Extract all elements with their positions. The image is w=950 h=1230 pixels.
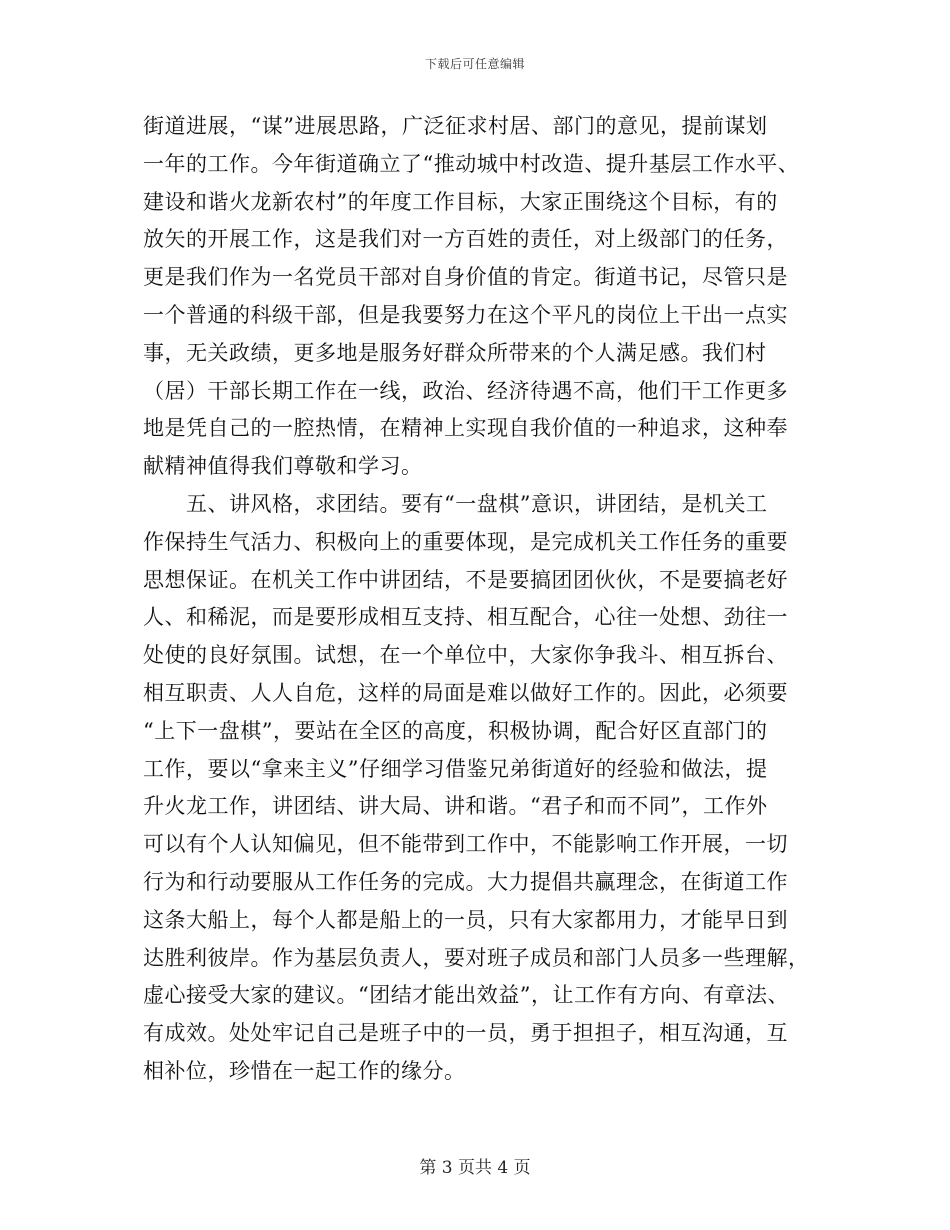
text-line: 相互职责、人人自危，这样的局面是难以做好工作的。因此，必须要 — [143, 680, 788, 705]
text-line: 有成效。处处牢记自己是班子中的一员，勇于担担子，相互沟通，互 — [143, 1021, 788, 1046]
document-body — [143, 108, 823, 1091]
text-line: 一个普通的科级干部，但是我要努力在这个平凡的岗位上干出一点实 — [143, 302, 788, 327]
text-line: 处使的良好氛围。试想，在一个单位中，大家你争我斗、相互拆台、 — [143, 643, 788, 668]
paragraph-start-line: 五、讲风格，求团结。要有“一盘棋”意识，讲团结，是机关工 — [143, 491, 768, 516]
text-line: 放矢的开展工作，这是我们对一方百姓的责任，对上级部门的任务， — [143, 227, 788, 252]
text-line: 地是凭自己的一腔热情，在精神上实现自我价值的一种追求，这种奉 — [143, 416, 788, 441]
page-number: 第 3 页共 4 页 — [419, 1158, 531, 1178]
text-line: 升火龙工作，讲团结、讲大局、讲和谐。“君子和而不同”，工作外 — [143, 794, 768, 819]
text-line: 虚心接受大家的建议。“团结才能出效益”，让工作有方向、有章法、 — [143, 983, 789, 1008]
text-line: 工作，要以“拿来主义”仔细学习借鉴兄弟街道好的经验和做法，提 — [143, 756, 768, 781]
text-line: 更是我们作为一名党员干部对自身价值的肯定。街道书记，尽管只是 — [143, 265, 788, 290]
text-line: 一年的工作。今年街道确立了“推动城中村改造、提升基层工作水平、 — [143, 151, 800, 176]
text-line: 这条大船上，每个人都是船上的一员，只有大家都用力，才能早日到 — [143, 907, 788, 932]
text-line: 建设和谐火龙新农村”的年度工作目标，大家正围绕这个目标，有的 — [143, 189, 778, 214]
text-line: 相补位，珍惜在一起工作的缘分。 — [143, 1058, 466, 1083]
text-line: 献精神值得我们尊敬和学习。 — [143, 454, 423, 479]
text-line: 行为和行动要服从工作任务的完成。大力提倡共赢理念，在街道工作 — [143, 869, 788, 894]
text-line: 可以有个人认知偏见，但不能带到工作中，不能影响工作开展，一切 — [143, 832, 788, 857]
text-line: 事，无关政绩，更多地是服务好群众所带来的个人满足感。我们村 — [143, 340, 767, 365]
text-line: 作保持生气活力、积极向上的重要体现，是完成机关工作任务的重要 — [143, 529, 788, 554]
text-line: （居）干部长期工作在一线，政治、经济待遇不高，他们干工作更多 — [143, 378, 788, 403]
text-line: 人、和稀泥，而是要形成相互支持、相互配合，心往一处想、劲往一 — [143, 605, 788, 630]
text-line: 思想保证。在机关工作中讲团结，不是要搞团团伙伙，不是要搞老好 — [143, 567, 788, 592]
text-line: 街道进展，“谋”进展思路，广泛征求村居、部门的意见，提前谋划 — [143, 114, 768, 138]
text-line: 达胜利彼岸。作为基层负责人，要对班子成员和部门人员多一些理解， — [143, 945, 810, 970]
page-header-note: 下载后可任意编辑 — [424, 57, 525, 71]
text-line: “上下一盘棋”，要站在全区的高度，积极协调，配合好区直部门的 — [143, 718, 768, 743]
